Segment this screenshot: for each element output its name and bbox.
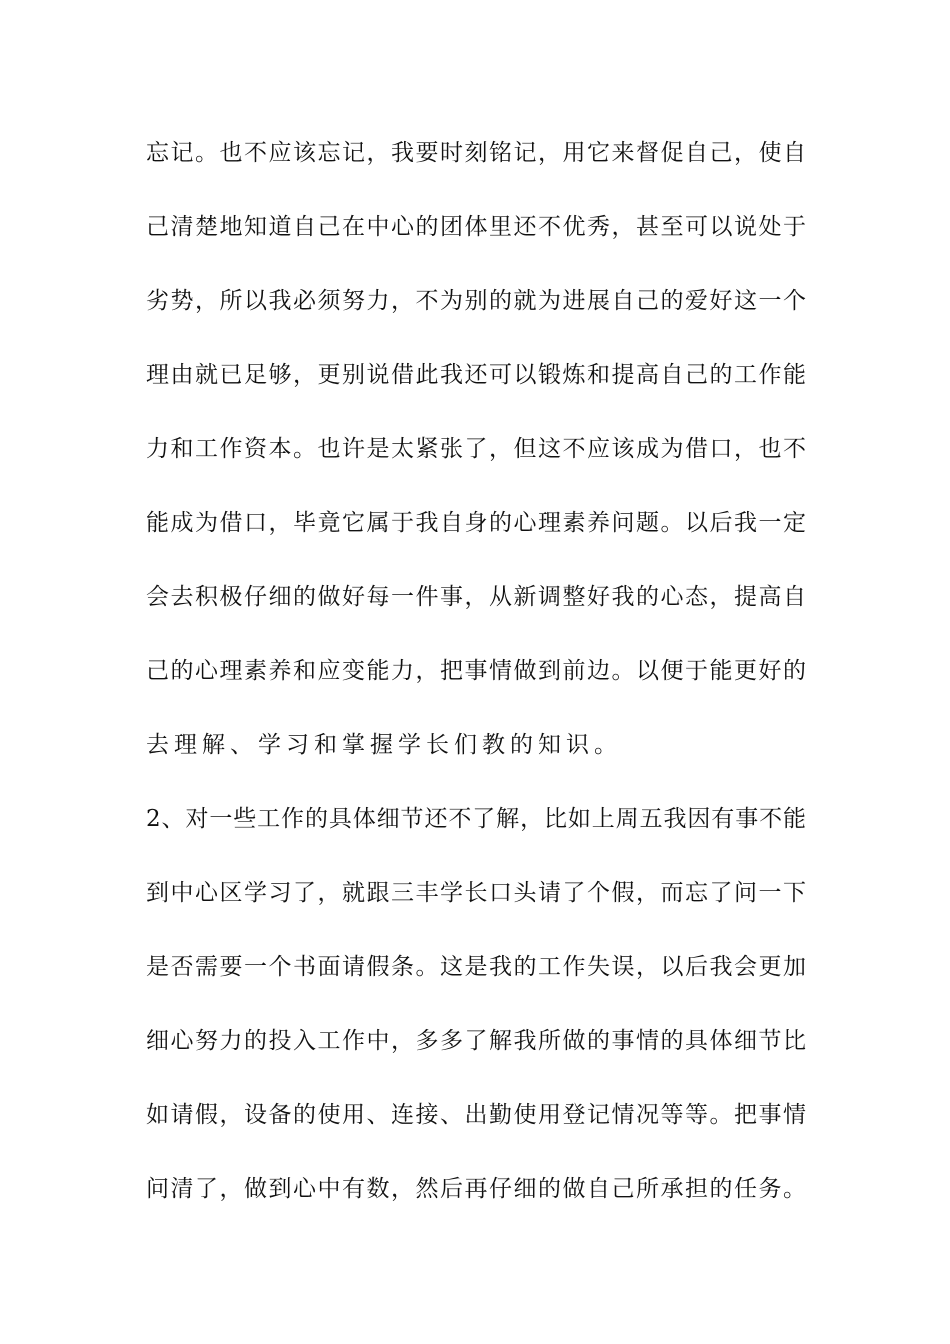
numbered-item-line: 2、对一些工作的具体细节还不了解，比如上周五我因有事不能 bbox=[146, 806, 806, 832]
paragraph-line: 能成为借口，毕竟它属于我自身的心理素养问题。以后我一定 bbox=[146, 510, 806, 536]
paragraph-line: 是否需要一个书面请假条。这是我的工作失误，以后我会更加 bbox=[146, 954, 806, 980]
paragraph-line: 细心努力的投入工作中，多多了解我所做的事情的具体细节比 bbox=[146, 1028, 806, 1054]
paragraph-line: 忘记。也不应该忘记，我要时刻铭记，用它来督促自己，使自 bbox=[146, 140, 806, 166]
paragraph-line: 会去积极仔细的做好每一件事，从新调整好我的心态，提高自 bbox=[146, 584, 806, 610]
paragraph-line: 理由就已足够，更别说借此我还可以锻炼和提高自己的工作能 bbox=[146, 362, 806, 388]
paragraph-line: 去理解、学习和掌握学长们教的知识。 bbox=[146, 732, 622, 758]
paragraph-line: 问清了，做到心中有数，然后再仔细的做自己所承担的任务。 bbox=[146, 1176, 806, 1202]
paragraph-line: 己清楚地知道自己在中心的团体里还不优秀，甚至可以说处于 bbox=[146, 214, 806, 240]
paragraph-line: 到中心区学习了，就跟三丰学长口头请了个假，而忘了问一下 bbox=[146, 880, 806, 906]
paragraph-line: 劣势，所以我必须努力，不为别的就为进展自己的爱好这一个 bbox=[146, 288, 806, 314]
paragraph-line: 力和工作资本。也许是太紧张了，但这不应该成为借口，也不 bbox=[146, 436, 806, 462]
paragraph-line: 己的心理素养和应变能力，把事情做到前边。以便于能更好的 bbox=[146, 658, 806, 684]
paragraph-line: 如请假，设备的使用、连接、出勤使用登记情况等等。把事情 bbox=[146, 1102, 806, 1128]
